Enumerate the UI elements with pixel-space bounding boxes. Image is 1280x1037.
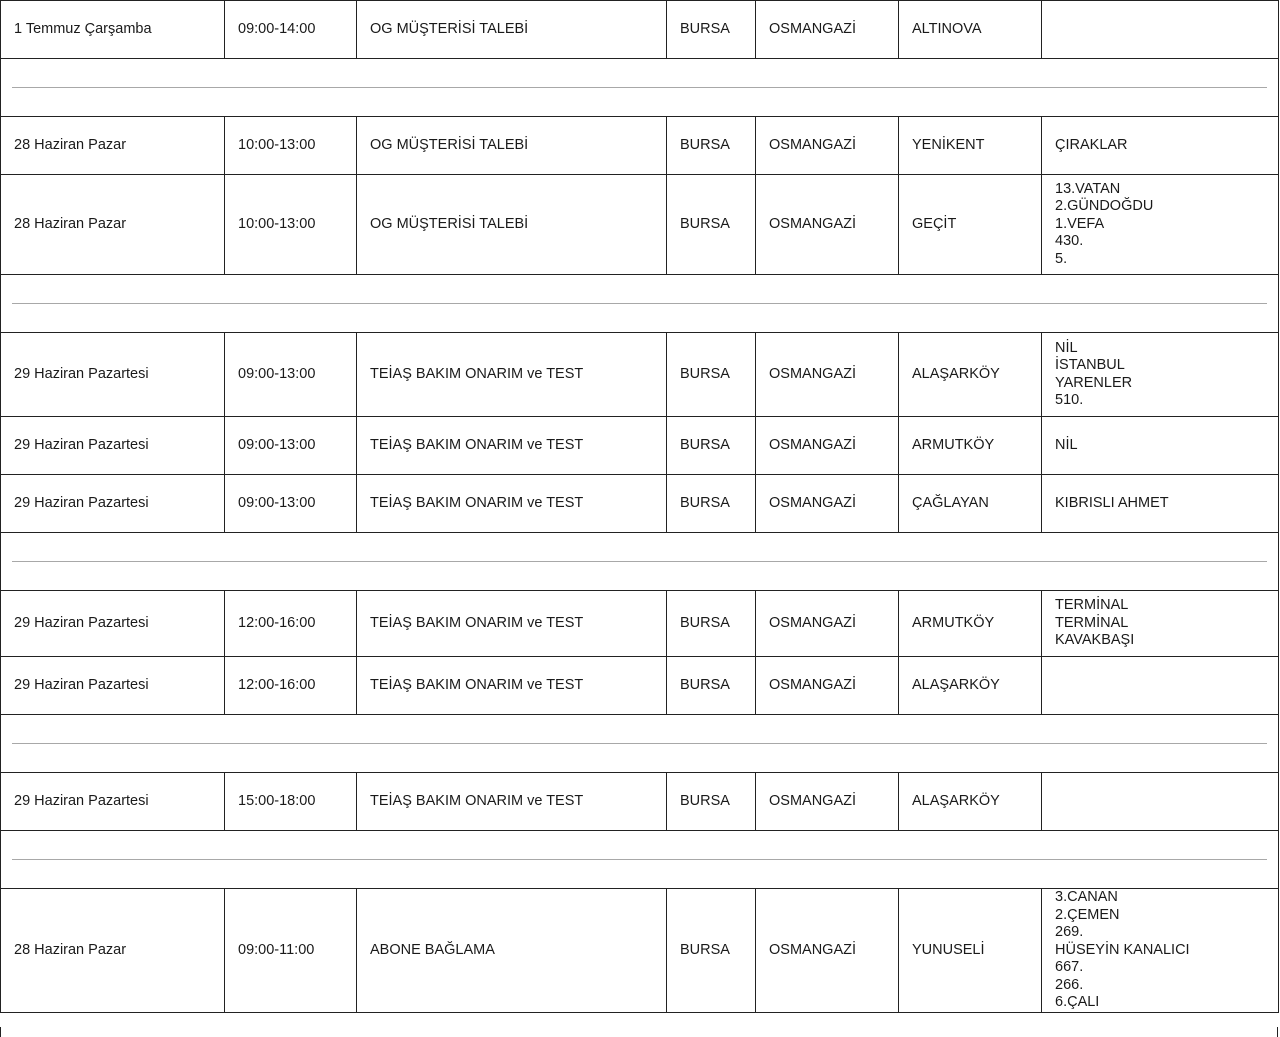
street-name: ÇIRAKLAR	[1055, 136, 1128, 153]
neighborhood-cell: YENİKENT	[899, 117, 1042, 175]
neighborhood-cell: ALAŞARKÖY	[899, 333, 1042, 417]
district-cell: OSMANGAZİ	[756, 591, 899, 657]
street-list	[1055, 597, 1278, 650]
street-list	[1055, 181, 1278, 269]
street-name: 1.VEFA	[1055, 215, 1105, 232]
street-name: 5.	[1055, 250, 1068, 267]
outage-reason-cell: OG MÜŞTERİSİ TALEBİ	[357, 175, 667, 275]
outage-schedule-body	[1, 1, 1279, 1013]
district-cell: OSMANGAZİ	[756, 1, 899, 59]
separator-cell	[1, 831, 1279, 889]
outage-date-cell: 1 Temmuz Çarşamba	[1, 1, 225, 59]
table-separator-row	[1, 533, 1279, 591]
table-row	[1, 657, 1279, 715]
outage-reason-cell: TEİAŞ BAKIM ONARIM ve TEST	[357, 475, 667, 533]
city-cell: BURSA	[667, 1, 756, 59]
separator-line	[12, 859, 1267, 860]
neighborhood-cell: ÇAĞLAYAN	[899, 475, 1042, 533]
table-row	[1, 1, 1279, 59]
street-list	[1055, 889, 1278, 1012]
outage-time-cell: 09:00-14:00	[225, 1, 357, 59]
neighborhood-cell: YUNUSELİ	[899, 889, 1042, 1013]
outage-reason-cell: ABONE BAĞLAMA	[357, 889, 667, 1013]
separator-line	[12, 561, 1267, 562]
outage-time-cell: 12:00-16:00	[225, 591, 357, 657]
district-cell: OSMANGAZİ	[756, 773, 899, 831]
street-name: KAVAKBAŞI	[1055, 632, 1135, 649]
street-name: 269.	[1055, 924, 1084, 940]
district-cell: OSMANGAZİ	[756, 417, 899, 475]
neighborhood-cell: ARMUTKÖY	[899, 417, 1042, 475]
street-name: KIBRISLI AHMET	[1055, 494, 1169, 511]
outage-date-cell: 29 Haziran Pazartesi	[1, 657, 225, 715]
separator-line	[12, 87, 1267, 88]
street-name: HÜSEYİN KANALICI	[1055, 941, 1190, 958]
table-separator-row	[1, 275, 1279, 333]
table-row	[1, 417, 1279, 475]
street-name: 510.	[1055, 392, 1084, 408]
table-separator-row	[1, 715, 1279, 773]
streets-cell	[1042, 117, 1279, 175]
neighborhood-cell: ARMUTKÖY	[899, 591, 1042, 657]
outage-time-cell: 10:00-13:00	[225, 175, 357, 275]
city-cell: BURSA	[667, 657, 756, 715]
street-list	[1055, 137, 1278, 155]
outage-date-cell: 29 Haziran Pazartesi	[1, 773, 225, 831]
streets-cell	[1042, 175, 1279, 275]
outage-reason-cell: OG MÜŞTERİSİ TALEBİ	[357, 117, 667, 175]
streets-cell	[1042, 1, 1279, 59]
streets-cell	[1042, 475, 1279, 533]
street-name: 667.	[1055, 959, 1084, 975]
city-cell: BURSA	[667, 889, 756, 1013]
street-name: NİL	[1055, 339, 1078, 356]
outage-date-cell: 28 Haziran Pazar	[1, 117, 225, 175]
street-name: 266.	[1055, 976, 1084, 993]
city-cell: BURSA	[667, 475, 756, 533]
streets-cell	[1042, 333, 1279, 417]
streets-cell	[1042, 417, 1279, 475]
city-cell: BURSA	[667, 591, 756, 657]
table-row	[1, 773, 1279, 831]
streets-cell	[1042, 889, 1279, 1013]
city-cell: BURSA	[667, 117, 756, 175]
outage-date-cell: 29 Haziran Pazartesi	[1, 417, 225, 475]
table-row	[1, 175, 1279, 275]
city-cell: BURSA	[667, 773, 756, 831]
district-cell: OSMANGAZİ	[756, 117, 899, 175]
separator-cell	[1, 533, 1279, 591]
table-row	[1, 117, 1279, 175]
separator-cell	[1, 59, 1279, 117]
outage-date-cell: 28 Haziran Pazar	[1, 889, 225, 1013]
outage-date-cell: 28 Haziran Pazar	[1, 175, 225, 275]
outage-reason-cell: TEİAŞ BAKIM ONARIM ve TEST	[357, 591, 667, 657]
table-row	[1, 475, 1279, 533]
outage-time-cell: 09:00-11:00	[225, 889, 357, 1013]
neighborhood-cell: ALTINOVA	[899, 1, 1042, 59]
street-name: İSTANBUL	[1055, 357, 1125, 373]
district-cell: OSMANGAZİ	[756, 475, 899, 533]
table-row	[1, 591, 1279, 657]
street-name: 2.GÜNDOĞDU	[1055, 198, 1154, 215]
street-list	[1055, 495, 1278, 513]
city-cell: BURSA	[667, 333, 756, 417]
outage-reason-cell: TEİAŞ BAKIM ONARIM ve TEST	[357, 417, 667, 475]
outage-date-cell: 29 Haziran Pazartesi	[1, 333, 225, 417]
table-row	[1, 889, 1279, 1013]
street-name: 2.ÇEMEN	[1055, 906, 1120, 923]
street-name: 3.CANAN	[1055, 889, 1118, 905]
street-name: 430.	[1055, 233, 1084, 250]
street-list	[1055, 437, 1278, 455]
table-separator-row	[1, 59, 1279, 117]
district-cell: OSMANGAZİ	[756, 889, 899, 1013]
neighborhood-cell: ALAŞARKÖY	[899, 657, 1042, 715]
district-cell: OSMANGAZİ	[756, 657, 899, 715]
outage-reason-cell: TEİAŞ BAKIM ONARIM ve TEST	[357, 773, 667, 831]
table-row	[1, 333, 1279, 417]
city-cell: BURSA	[667, 417, 756, 475]
separator-cell	[1, 275, 1279, 333]
street-name: 13.VATAN	[1055, 180, 1121, 197]
street-name: TERMİNAL	[1055, 597, 1129, 614]
streets-cell	[1042, 591, 1279, 657]
street-name: YARENLER	[1055, 374, 1133, 391]
neighborhood-cell: GEÇİT	[899, 175, 1042, 275]
outage-time-cell: 10:00-13:00	[225, 117, 357, 175]
outage-time-cell: 09:00-13:00	[225, 333, 357, 417]
outage-date-cell: 29 Haziran Pazartesi	[1, 591, 225, 657]
separator-line	[12, 743, 1267, 744]
outage-reason-cell: OG MÜŞTERİSİ TALEBİ	[357, 1, 667, 59]
street-list	[1055, 340, 1278, 410]
outage-reason-cell: TEİAŞ BAKIM ONARIM ve TEST	[357, 657, 667, 715]
separator-cell	[1, 715, 1279, 773]
streets-cell	[1042, 773, 1279, 831]
district-cell: OSMANGAZİ	[756, 175, 899, 275]
table-separator-row	[1, 831, 1279, 889]
outage-time-cell: 15:00-18:00	[225, 773, 357, 831]
neighborhood-cell: ALAŞARKÖY	[899, 773, 1042, 831]
district-cell: OSMANGAZİ	[756, 333, 899, 417]
outage-time-cell: 12:00-16:00	[225, 657, 357, 715]
outage-time-cell: 09:00-13:00	[225, 475, 357, 533]
street-name: TERMİNAL	[1055, 614, 1129, 631]
table-continuation	[0, 1027, 1278, 1037]
separator-line	[12, 303, 1267, 304]
outage-time-cell: 09:00-13:00	[225, 417, 357, 475]
street-name: 6.ÇALI	[1055, 994, 1100, 1010]
streets-cell	[1042, 657, 1279, 715]
outage-date-cell: 29 Haziran Pazartesi	[1, 475, 225, 533]
street-name: NİL	[1055, 436, 1078, 453]
outage-reason-cell: TEİAŞ BAKIM ONARIM ve TEST	[357, 333, 667, 417]
city-cell: BURSA	[667, 175, 756, 275]
